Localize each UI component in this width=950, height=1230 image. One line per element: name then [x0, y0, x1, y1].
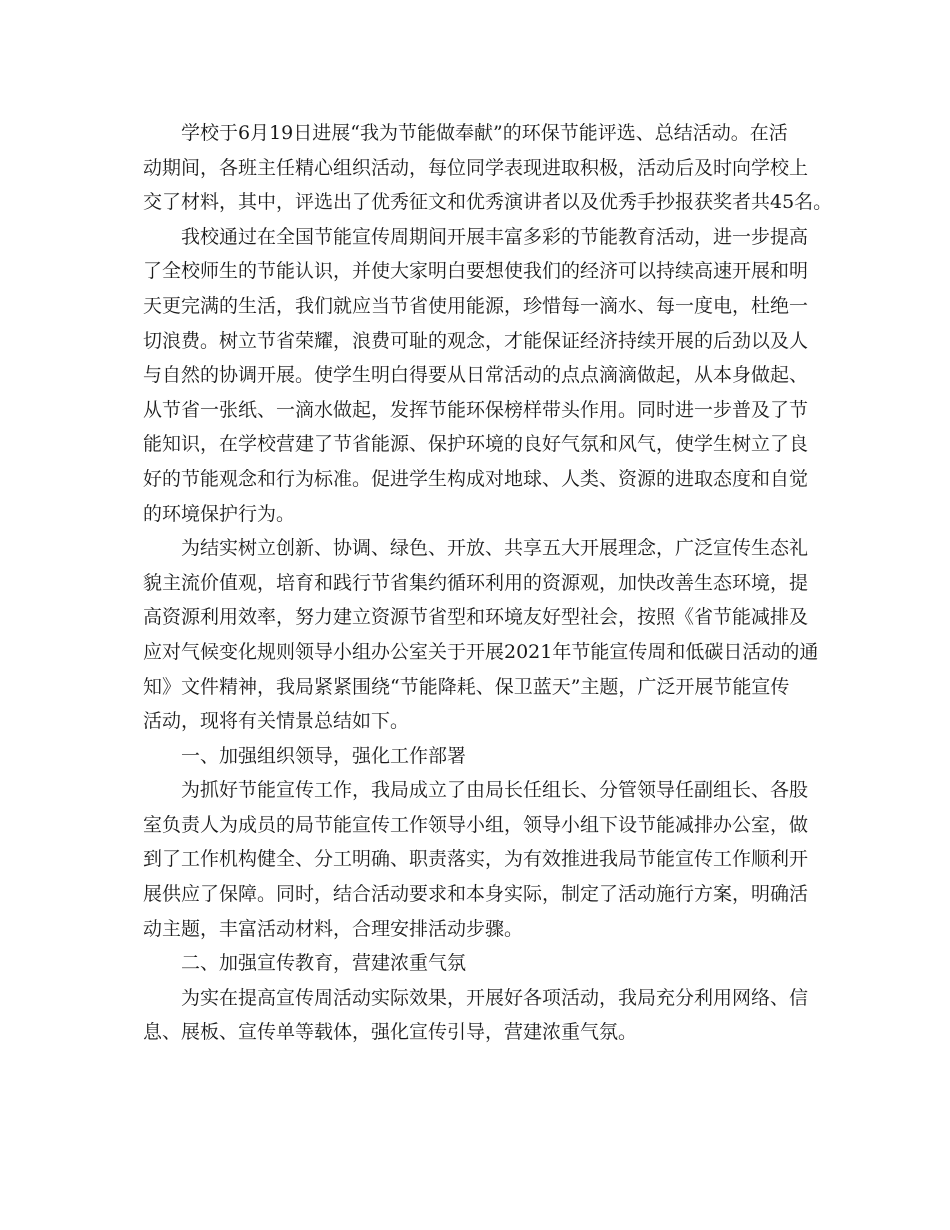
text-line: 我校通过在全国节能宣传周期间开展丰富多彩的节能教育活动，进一步提高 [181, 225, 809, 248]
text-line: 活动，现将有关情景总结如下。 [143, 710, 410, 733]
section-heading: 一、加强组织领导，强化工作部署 [181, 744, 467, 767]
text-line: 室负责人为成员的局节能宣传工作领导小组，领导小组下设节能减排办公室，做 [143, 813, 809, 836]
text-line: 天更完满的生活，我们就应当节省使用能源，珍惜每一滴水、每一度电，杜绝一 [143, 294, 809, 317]
text-line: 了全校师生的节能认识，并使大家明白要想使我们的经济可以持续高速开展和明 [143, 260, 809, 283]
text-line: 应对气候变化规则领导小组办公室关于开展2021年节能宣传周和低碳日活动的通 [143, 640, 819, 663]
text-line: 为结实树立创新、协调、绿色、开放、共享五大开展理念，广泛宣传生态礼 [181, 537, 809, 560]
text-line: 为抓好节能宣传工作，我局成立了由局长任组长、分管领导任副组长、各股 [181, 779, 809, 802]
text-line: 息、展板、宣传单等载体，强化宣传引导，营建浓重气氛。 [143, 1021, 638, 1044]
text-line: 学校于6月19日进展“我为节能做奉献”的环保节能评选、总结活动。在活 [181, 122, 788, 144]
text-line: 动主题，丰富活动材料，合理安排活动步骤。 [143, 917, 524, 940]
text-line: 切浪费。树立节省荣耀，浪费可耻的观念，才能保证经济持续开展的后劲以及人 [143, 329, 809, 352]
text-line: 动期间，各班主任精心组织活动，每位同学表现进取积极，活动后及时向学校上 [143, 156, 809, 179]
text-line: 好的节能观念和行为标准。促进学生构成对地球、人类、资源的进取态度和自觉 [143, 467, 809, 490]
text-line: 交了材料，其中，评选出了优秀征文和优秀演讲者以及优秀手抄报获奖者共45名。 [143, 191, 833, 214]
text-line: 到了工作机构健全、分工明确、职责落实，为有效推进我局节能宣传工作顺利开 [143, 848, 809, 871]
text-line: 知》文件精神，我局紧紧围绕“节能降耗、保卫蓝天”主题，广泛开展节能宣传 [143, 675, 790, 698]
text-line: 展供应了保障。同时，结合活动要求和本身实际，制定了活动施行方案，明确活 [143, 883, 809, 906]
section-heading: 二、加强宣传教育，营建浓重气氛 [181, 952, 467, 975]
text-line: 高资源利用效率，努力建立资源节省型和环境友好型社会，按照《省节能减排及 [143, 606, 809, 629]
text-line: 与自然的协调开展。使学生明白得要从日常活动的点点滴滴做起，从本身做起、 [143, 364, 809, 387]
text-line: 为实在提高宣传周活动实际效果，开展好各项活动，我局充分利用网络、信 [181, 986, 809, 1009]
text-line: 的环境保护行为。 [143, 502, 296, 525]
document-body [143, 116, 833, 1050]
text-line: 从节省一张纸、一滴水做起，发挥节能环保榜样带头作用。同时进一步普及了节 [143, 398, 809, 421]
text-line: 能知识，在学校营建了节省能源、保护环境的良好气氛和风气，使学生树立了良 [143, 433, 809, 456]
text-line: 貌主流价值观，培育和践行节省集约循环利用的资源观，加快改善生态环境，提 [143, 571, 809, 594]
